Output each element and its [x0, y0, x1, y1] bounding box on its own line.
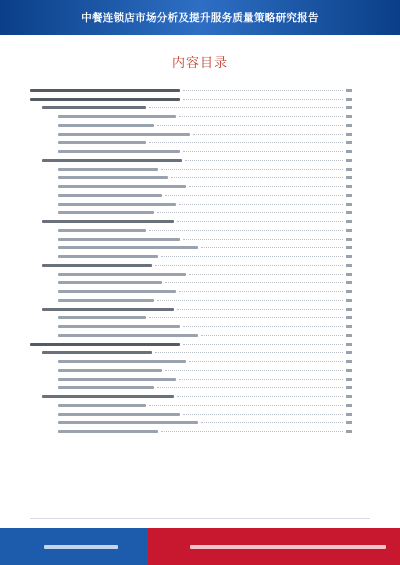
toc-dot-leader: [183, 239, 343, 240]
toc-entry: [30, 340, 352, 349]
toc-entry: [30, 322, 352, 331]
toc-entry: [30, 287, 352, 296]
toc-dot-leader: [165, 282, 343, 283]
toc-entry: [30, 156, 352, 165]
toc-entry-title: [58, 273, 186, 276]
toc-entry: [30, 419, 352, 428]
toc-entry: [30, 252, 352, 261]
toc-page-number: [346, 106, 352, 109]
toc-page-number: [346, 159, 352, 162]
toc-dot-leader: [171, 177, 343, 178]
toc-dot-leader: [183, 344, 343, 345]
footer-audience-panel: [148, 528, 400, 565]
toc-page-number: [346, 133, 352, 136]
toc-page-number: [346, 386, 352, 389]
toc-page-number: [346, 168, 352, 171]
toc-page-number: [346, 185, 352, 188]
toc-page-number: [346, 369, 352, 372]
toc-page-number: [346, 211, 352, 214]
toc-entry-title: [42, 351, 152, 354]
toc-entry: [30, 200, 352, 209]
toc-page-number: [346, 360, 352, 363]
toc-entry-title: [42, 220, 174, 223]
toc-dot-leader: [155, 265, 343, 266]
toc-entry-title: [58, 115, 176, 118]
toc-page-number: [346, 220, 352, 223]
toc-entry-title: [58, 255, 158, 258]
toc-entry-title: [42, 159, 182, 162]
toc-heading: 内容目录: [171, 56, 228, 71]
toc-entry-title: [58, 325, 180, 328]
toc-entry: [30, 366, 352, 375]
toc-page-number: [346, 246, 352, 249]
toc-page-number: [346, 404, 352, 407]
toc-dot-leader: [189, 361, 343, 362]
toc-page-number: [346, 290, 352, 293]
toc-entry: [30, 235, 352, 244]
toc-entry: [30, 270, 352, 279]
toc-entry-title: [58, 334, 198, 337]
toc-entry-title: [58, 386, 154, 389]
table-of-contents: [30, 86, 352, 436]
toc-page-number: [346, 176, 352, 179]
toc-entry: [30, 217, 352, 226]
toc-entry: [30, 314, 352, 323]
toc-page-number: [346, 325, 352, 328]
toc-entry: [30, 279, 352, 288]
toc-entry-title: [58, 413, 180, 416]
toc-entry: [30, 209, 352, 218]
toc-entry-title: [58, 229, 146, 232]
toc-dot-leader: [149, 107, 343, 108]
toc-page-number: [346, 194, 352, 197]
toc-dot-leader: [183, 99, 343, 100]
toc-dot-leader: [155, 352, 343, 353]
toc-entry-title: [58, 369, 162, 372]
toc-dot-leader: [201, 422, 343, 423]
toc-entry: [30, 349, 352, 358]
toc-page-number: [346, 150, 352, 153]
toc-page-number: [346, 430, 352, 433]
toc-entry-title: [58, 124, 154, 127]
toc-page-number: [346, 421, 352, 424]
toc-entry: [30, 305, 352, 314]
report-title: 中餐连锁店市场分析及提升服务质量策略研究报告: [81, 12, 319, 24]
header-banner: [0, 0, 400, 35]
toc-page-number: [346, 281, 352, 284]
toc-entry-title: [42, 106, 146, 109]
toc-page-number: [346, 89, 352, 92]
toc-entry: [30, 427, 352, 436]
toc-entry-title: [58, 238, 180, 241]
toc-page-number: [346, 395, 352, 398]
toc-entry-title: [42, 264, 152, 267]
toc-entry-title: [42, 395, 174, 398]
toc-dot-leader: [161, 431, 343, 432]
toc-dot-leader: [157, 387, 343, 388]
toc-entry: [30, 410, 352, 419]
toc-dot-leader: [179, 116, 343, 117]
toc-page-number: [346, 264, 352, 267]
toc-page-number: [346, 343, 352, 346]
toc-dot-leader: [179, 379, 343, 380]
toc-entry-title: [30, 89, 180, 92]
toc-dot-leader: [165, 195, 343, 196]
toc-page-number: [346, 308, 352, 311]
toc-entry: [30, 261, 352, 270]
toc-entry-title: [58, 176, 168, 179]
toc-dot-leader: [157, 125, 343, 126]
toc-dot-leader: [157, 212, 343, 213]
toc-entry: [30, 182, 352, 191]
toc-dot-leader: [177, 221, 343, 222]
toc-entry: [30, 147, 352, 156]
toc-entry-title: [58, 421, 198, 424]
toc-dot-leader: [149, 142, 343, 143]
toc-entry-title: [58, 203, 176, 206]
toc-entry: [30, 401, 352, 410]
toc-dot-leader: [177, 309, 343, 310]
toc-entry-title: [58, 299, 154, 302]
toc-page-number: [346, 238, 352, 241]
toc-entry-title: [58, 378, 176, 381]
footer-slogan-text: [44, 545, 118, 549]
toc-dot-leader: [201, 247, 343, 248]
toc-entry: [30, 331, 352, 340]
toc-entry: [30, 191, 352, 200]
toc-entry: [30, 226, 352, 235]
toc-entry: [30, 95, 352, 104]
toc-entry: [30, 121, 352, 130]
toc-entry-title: [58, 141, 146, 144]
toc-dot-leader: [161, 169, 343, 170]
toc-entry-title: [58, 316, 146, 319]
toc-page-number: [346, 351, 352, 354]
footer-audience-text: [190, 545, 386, 549]
toc-dot-leader: [179, 204, 343, 205]
toc-page-number: [346, 115, 352, 118]
toc-entry-title: [58, 133, 190, 136]
footer-divider: [30, 518, 370, 519]
toc-dot-leader: [165, 370, 343, 371]
toc-dot-leader: [201, 335, 343, 336]
toc-dot-leader: [183, 151, 343, 152]
toc-entry-title: [58, 430, 158, 433]
toc-page-number: [346, 229, 352, 232]
toc-entry-title: [58, 360, 186, 363]
toc-entry-title: [58, 185, 186, 188]
toc-entry-title: [58, 150, 180, 153]
toc-entry: [30, 244, 352, 253]
footer-slogan-panel: [0, 528, 148, 565]
toc-dot-leader: [189, 186, 343, 187]
toc-dot-leader: [149, 317, 343, 318]
toc-dot-leader: [183, 414, 343, 415]
toc-entry-title: [30, 343, 180, 346]
toc-dot-leader: [177, 396, 343, 397]
toc-entry: [30, 357, 352, 366]
toc-entry: [30, 130, 352, 139]
toc-entry-title: [58, 194, 162, 197]
toc-entry-title: [42, 308, 174, 311]
toc-page-number: [346, 203, 352, 206]
toc-entry: [30, 165, 352, 174]
toc-page-number: [346, 334, 352, 337]
toc-page-number: [346, 141, 352, 144]
toc-dot-leader: [179, 291, 343, 292]
toc-entry-title: [58, 246, 198, 249]
toc-page-number: [346, 273, 352, 276]
footer: [0, 528, 400, 565]
toc-dot-leader: [149, 230, 343, 231]
toc-page-number: [346, 316, 352, 319]
toc-page-number: [346, 378, 352, 381]
toc-dot-leader: [149, 405, 343, 406]
toc-entry: [30, 86, 352, 95]
toc-entry-title: [58, 404, 146, 407]
toc-entry: [30, 174, 352, 183]
toc-entry: [30, 139, 352, 148]
toc-page-number: [346, 413, 352, 416]
toc-entry-title: [30, 98, 180, 101]
toc-entry: [30, 104, 352, 113]
toc-entry-title: [58, 168, 158, 171]
toc-dot-leader: [185, 160, 343, 161]
toc-page-number: [346, 98, 352, 101]
toc-entry-title: [58, 281, 162, 284]
toc-dot-leader: [189, 274, 343, 275]
toc-dot-leader: [183, 90, 343, 91]
toc-entry-title: [58, 211, 154, 214]
toc-dot-leader: [193, 134, 343, 135]
toc-dot-leader: [161, 256, 343, 257]
toc-entry: [30, 392, 352, 401]
toc-entry-title: [58, 290, 176, 293]
toc-page-number: [346, 124, 352, 127]
toc-page-number: [346, 255, 352, 258]
toc-entry: [30, 296, 352, 305]
toc-page-number: [346, 299, 352, 302]
toc-dot-leader: [183, 326, 343, 327]
toc-dot-leader: [157, 300, 343, 301]
toc-entry: [30, 375, 352, 384]
toc-entry: [30, 112, 352, 121]
toc-entry: [30, 384, 352, 393]
